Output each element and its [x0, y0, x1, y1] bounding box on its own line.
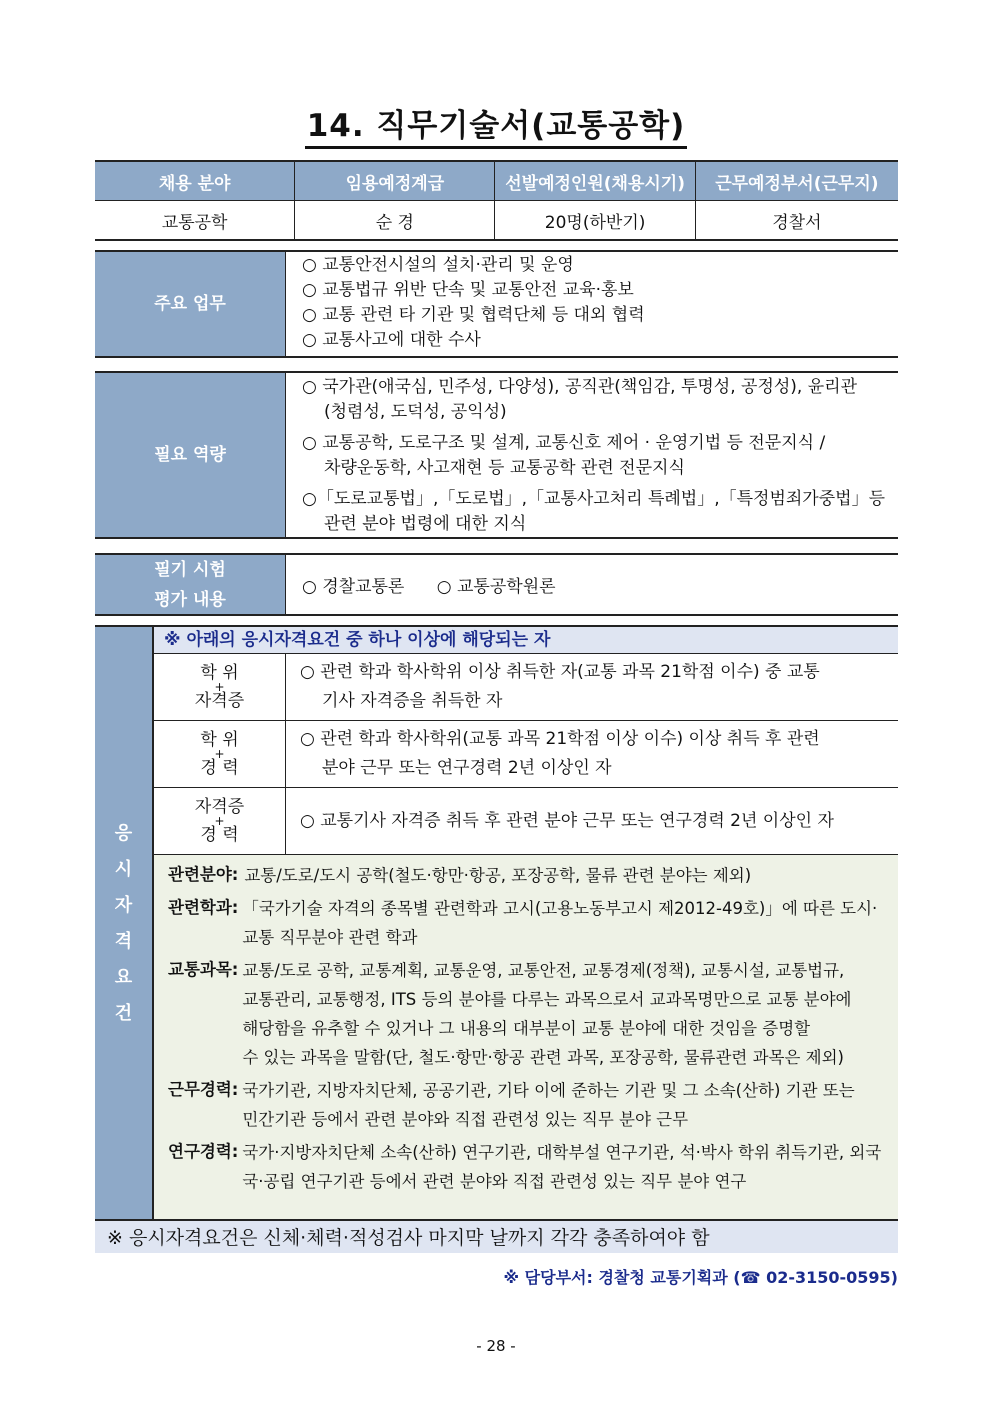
qualification-header: ※ 아래의 응시자격요건 중 하나 이상에 해당되는 자 [154, 627, 898, 654]
exam-section [95, 553, 898, 616]
qualification-row [154, 654, 898, 721]
note-key: 관련학과: [168, 898, 239, 917]
value-field: 교통공학 [95, 201, 295, 241]
duty-item: ○ 교통 관련 타 기관 및 협력단체 등 대외 협력 [302, 305, 645, 325]
note-key: 근무경력: [168, 1080, 239, 1099]
qualification-section [95, 625, 898, 1220]
plus-sign: + [214, 814, 225, 828]
note-line: 수 있는 과목을 말함(단, 철도·항만·항공 관련 과목, 포장공학, 물류관련 과목은 제외) [242, 1048, 844, 1067]
note-line: 해당함을 유추할 수 있거나 그 내용의 대부분이 교통 분야에 대한 것임을 증명할 [242, 1019, 811, 1038]
note-key: 연구경력: [168, 1142, 239, 1161]
qualification-row [154, 788, 898, 855]
header-headcount: 선발예정인원(채용시기) [495, 161, 695, 201]
competency-item: ○ 교통공학, 도로구조 및 설계, 교통신호 제어 · 운영기법 등 전문지식 / [302, 433, 826, 453]
exam-label [95, 555, 285, 614]
header-rank: 임용예정계급 [295, 161, 495, 201]
contact-info: ※ 담당부서: 경찰청 교통기획과 (☎ 02-3150-0595) [503, 1268, 898, 1287]
note-work-experience [168, 1076, 892, 1134]
competency-item-cont: (청렴성, 도덕성, 공익성) [324, 402, 507, 422]
header-field: 채용 분야 [95, 161, 295, 201]
side-char: 요 [114, 966, 133, 988]
qualification-row [154, 721, 898, 788]
qualification-text: ○ 교통기사 자격증 취득 후 관련 분야 근무 또는 연구경력 2년 이상인 자 [300, 810, 834, 831]
side-char: 응 [114, 822, 133, 844]
exam-label-line: 필기 시험 [154, 559, 226, 580]
qualification-side-label [95, 627, 152, 1220]
value-headcount: 20명(하반기) [495, 201, 695, 241]
side-char: 시 [114, 858, 133, 880]
footnote: ※ 응시자격요건은 신체·체력·적성검사 마지막 날까지 각각 충족하여야 함 [95, 1219, 898, 1253]
note-line: 국가·지방자치단체 소속(산하) 연구기관, 대학부설 연구기관, 석·박사 학위 취득기관, 외국 [242, 1143, 882, 1162]
qualification-key [154, 654, 286, 720]
qualification-text-cont: 분야 근무 또는 연구경력 2년 이상인 자 [322, 758, 612, 778]
key-line: 학 위 [200, 730, 239, 750]
page-number: - 28 - [476, 1337, 516, 1355]
note-line: 국·공립 연구기관 등에서 관련 분야와 직접 관련성 있는 직무 분야 연구 [242, 1172, 747, 1191]
side-char: 건 [114, 1002, 133, 1024]
note-related-field [168, 861, 892, 890]
plus-sign: + [214, 747, 225, 761]
competency-section [95, 371, 898, 539]
side-char: 격 [114, 930, 133, 952]
duty-item: ○ 교통안전시설의 설치·관리 및 운영 [302, 255, 574, 275]
competency-item: ○「도로교통법」,「도로법」,「교통사고처리 특례법」,「특정범죄가중법」등 [302, 489, 885, 509]
exam-subjects: ○ 경찰교통론 ○ 교통공학원론 [302, 577, 556, 597]
duties-section [95, 250, 898, 358]
qualification-key [154, 721, 286, 787]
qualification-key [154, 788, 286, 854]
qualification-text: ○ 관련 학과 학사학위(교통 과목 21학점 이상 이수) 이상 취득 후 관련 [300, 729, 820, 749]
key-line: 자격증 [194, 797, 245, 817]
header-department: 근무예정부서(근무지) [695, 161, 898, 201]
duties-label: 주요 업무 [95, 252, 285, 356]
note-line: 민간기관 등에서 관련 분야와 직접 관련성 있는 직무 분야 근무 [242, 1110, 689, 1129]
competency-item-cont: 관련 분야 법령에 대한 지식 [324, 514, 527, 534]
value-rank: 순 경 [295, 201, 495, 241]
note-related-major [168, 894, 892, 952]
note-line: 교통/도로/도시 공학(철도·항만·항공, 포장공학, 물류 관련 분야는 제외) [244, 866, 752, 885]
note-line: 교통관리, 교통행정, ITS 등의 분야를 다루는 과목으로서 교과목명만으로 교통 분야에 [242, 990, 852, 1009]
note-line: 교통 직무분야 관련 학과 [242, 928, 418, 947]
qualification-text-cont: 기사 자격증을 취득한 자 [322, 691, 503, 711]
key-line: 경 력 [200, 758, 239, 778]
duty-item: ○ 교통사고에 대한 수사 [302, 330, 481, 350]
value-department: 경찰서 [695, 201, 898, 241]
note-key: 교통과목: [168, 960, 239, 979]
key-line: 학 위 [200, 663, 239, 683]
note-key: 관련분야: [168, 865, 239, 884]
note-line: 「국가기술 자격의 종목별 관련학과 고시(고용노동부고시 제2012-49호)」에 따른 도시· [242, 899, 878, 918]
note-line: 교통/도로 공학, 교통계획, 교통운영, 교통안전, 교통경제(정책), 교통시설, 교통법규, [242, 961, 845, 980]
key-line: 자격증 [194, 691, 245, 711]
summary-table [95, 160, 898, 241]
qualification-text: ○ 관련 학과 학사학위 이상 취득한 자(교통 과목 21학점 이수) 중 교통 [300, 662, 820, 682]
side-char: 자 [114, 894, 133, 916]
plus-sign: + [214, 680, 225, 694]
competency-item-cont: 차량운동학, 사고재현 등 교통공학 관련 전문지식 [324, 458, 685, 478]
qualification-notes [154, 855, 898, 1220]
note-research-experience [168, 1138, 892, 1196]
key-line: 경 력 [200, 825, 239, 845]
competency-item: ○ 국가관(애국심, 민주성, 다양성), 공직관(책임감, 투명성, 공정성), 윤리관 [302, 377, 858, 397]
page-title: 14. 직무기술서(교통공학) [0, 100, 992, 145]
note-line: 국가기관, 지방자치단체, 공공기관, 기타 이에 준하는 기관 및 그 소속(산하) 기관 또는 [242, 1081, 855, 1100]
competency-label: 필요 역량 [95, 373, 285, 537]
duty-item: ○ 교통법규 위반 단속 및 교통안전 교육·홍보 [302, 280, 634, 300]
exam-label-line: 평가 내용 [154, 589, 226, 610]
note-traffic-subjects [168, 956, 892, 1072]
